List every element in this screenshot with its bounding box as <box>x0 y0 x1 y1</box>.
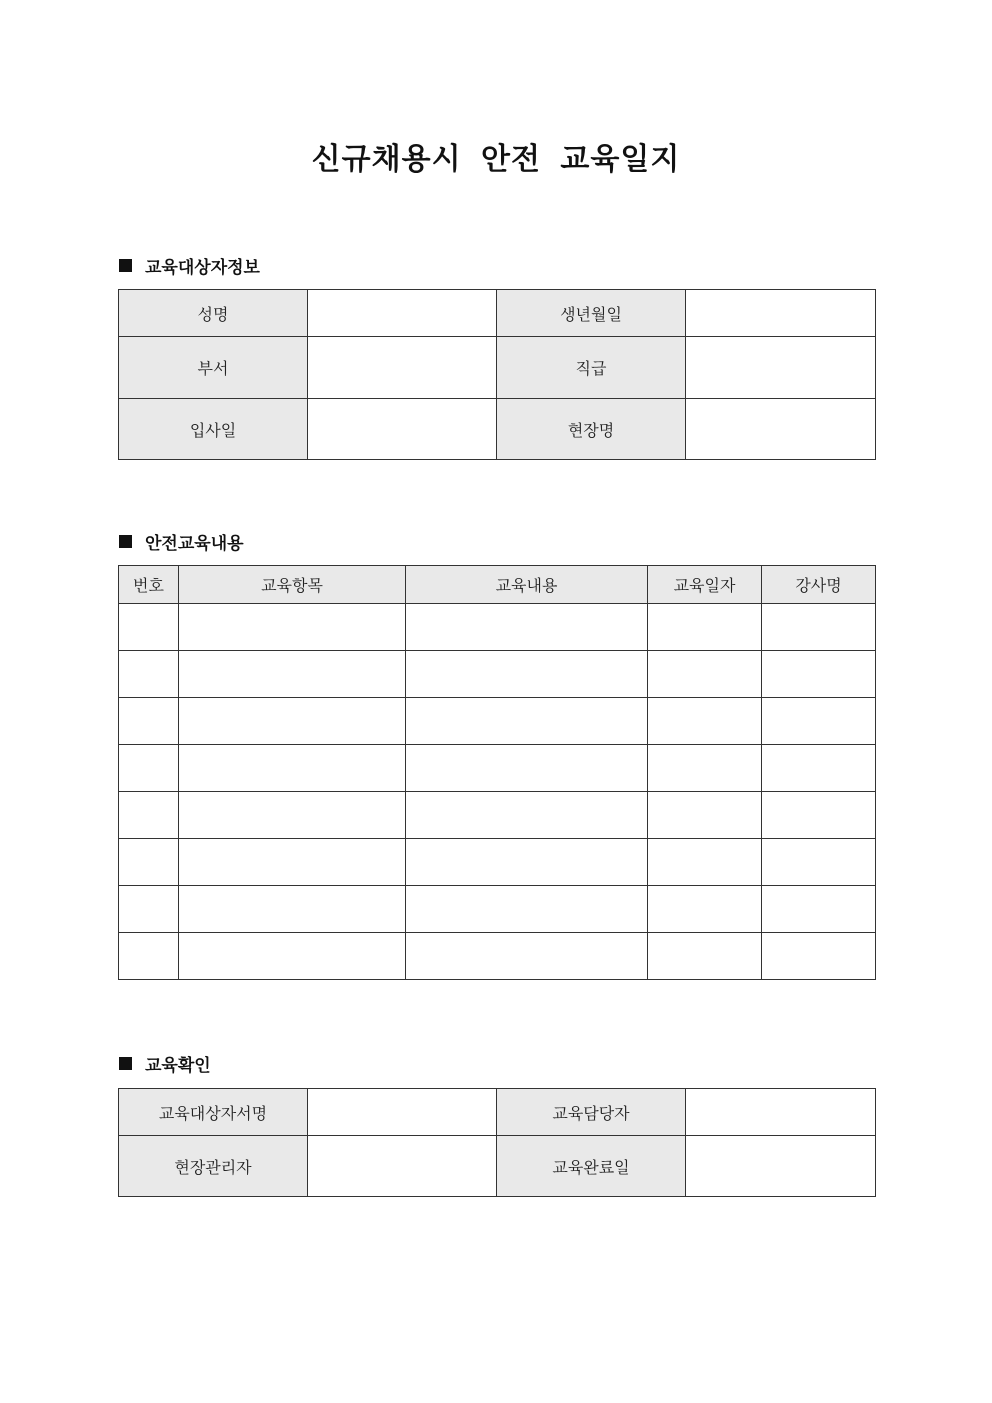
date-cell[interactable] <box>648 651 762 698</box>
trainee-info-heading-text: 교육대상자정보 <box>145 257 260 278</box>
instructor-cell[interactable] <box>762 839 876 886</box>
label-hire-date: 입사일 <box>119 399 308 460</box>
education-manager-field[interactable] <box>686 1089 876 1136</box>
number-cell[interactable] <box>119 651 179 698</box>
number-cell[interactable] <box>119 933 179 980</box>
number-cell[interactable] <box>119 839 179 886</box>
number-cell[interactable] <box>119 604 179 651</box>
table-row <box>119 290 876 337</box>
content-cell[interactable] <box>406 745 648 792</box>
trainee-info-heading <box>119 252 260 278</box>
table-row <box>119 745 876 792</box>
label-site-name: 현장명 <box>497 399 686 460</box>
education-content-table <box>118 565 876 980</box>
table-row <box>119 1136 876 1197</box>
label-position: 직급 <box>497 337 686 399</box>
header-education-item: 교육항목 <box>179 566 406 604</box>
date-cell[interactable] <box>648 745 762 792</box>
date-cell[interactable] <box>648 933 762 980</box>
table-row <box>119 933 876 980</box>
instructor-cell[interactable] <box>762 651 876 698</box>
table-row <box>119 399 876 460</box>
hire-date-field[interactable] <box>308 399 497 460</box>
item-cell[interactable] <box>179 886 406 933</box>
confirmation-table <box>118 1088 876 1197</box>
table-row <box>119 337 876 399</box>
content-cell[interactable] <box>406 839 648 886</box>
number-cell[interactable] <box>119 698 179 745</box>
label-completion-date: 교육완료일 <box>497 1136 686 1197</box>
instructor-cell[interactable] <box>762 792 876 839</box>
label-name: 성명 <box>119 290 308 337</box>
header-education-content: 교육내용 <box>406 566 648 604</box>
header-instructor: 강사명 <box>762 566 876 604</box>
content-cell[interactable] <box>406 792 648 839</box>
instructor-cell[interactable] <box>762 745 876 792</box>
item-cell[interactable] <box>179 745 406 792</box>
square-bullet-icon <box>119 535 132 548</box>
education-content-heading <box>119 528 244 554</box>
date-cell[interactable] <box>648 886 762 933</box>
table-row <box>119 651 876 698</box>
table-row <box>119 1089 876 1136</box>
page-title: 신규채용시 안전 교육일지 <box>311 142 681 177</box>
item-cell[interactable] <box>179 651 406 698</box>
instructor-cell[interactable] <box>762 933 876 980</box>
number-cell[interactable] <box>119 886 179 933</box>
header-number: 번호 <box>119 566 179 604</box>
item-cell[interactable] <box>179 604 406 651</box>
trainee-info-table <box>118 289 876 460</box>
birthdate-field[interactable] <box>686 290 876 337</box>
trainee-signature-field[interactable] <box>308 1089 497 1136</box>
completion-date-field[interactable] <box>686 1136 876 1197</box>
table-row <box>119 792 876 839</box>
number-cell[interactable] <box>119 792 179 839</box>
content-cell[interactable] <box>406 886 648 933</box>
header-education-date: 교육일자 <box>648 566 762 604</box>
date-cell[interactable] <box>648 698 762 745</box>
content-cell[interactable] <box>406 933 648 980</box>
square-bullet-icon <box>119 259 132 272</box>
date-cell[interactable] <box>648 604 762 651</box>
department-field[interactable] <box>308 337 497 399</box>
table-row <box>119 698 876 745</box>
table-header-row <box>119 566 876 604</box>
position-field[interactable] <box>686 337 876 399</box>
square-bullet-icon <box>119 1057 132 1070</box>
confirmation-heading-text: 교육확인 <box>145 1055 211 1076</box>
site-manager-field[interactable] <box>308 1136 497 1197</box>
number-cell[interactable] <box>119 745 179 792</box>
label-birthdate: 생년월일 <box>497 290 686 337</box>
date-cell[interactable] <box>648 839 762 886</box>
item-cell[interactable] <box>179 933 406 980</box>
instructor-cell[interactable] <box>762 886 876 933</box>
instructor-cell[interactable] <box>762 698 876 745</box>
item-cell[interactable] <box>179 698 406 745</box>
label-department: 부서 <box>119 337 308 399</box>
label-education-manager: 교육담당자 <box>497 1089 686 1136</box>
label-site-manager: 현장관리자 <box>119 1136 308 1197</box>
table-row <box>119 839 876 886</box>
instructor-cell[interactable] <box>762 604 876 651</box>
content-cell[interactable] <box>406 698 648 745</box>
item-cell[interactable] <box>179 839 406 886</box>
confirmation-heading <box>119 1050 211 1076</box>
education-content-heading-text: 안전교육내용 <box>145 533 244 554</box>
content-cell[interactable] <box>406 651 648 698</box>
name-field[interactable] <box>308 290 497 337</box>
content-cell[interactable] <box>406 604 648 651</box>
date-cell[interactable] <box>648 792 762 839</box>
table-row <box>119 604 876 651</box>
site-name-field[interactable] <box>686 399 876 460</box>
label-trainee-signature: 교육대상자서명 <box>119 1089 308 1136</box>
item-cell[interactable] <box>179 792 406 839</box>
table-row <box>119 886 876 933</box>
